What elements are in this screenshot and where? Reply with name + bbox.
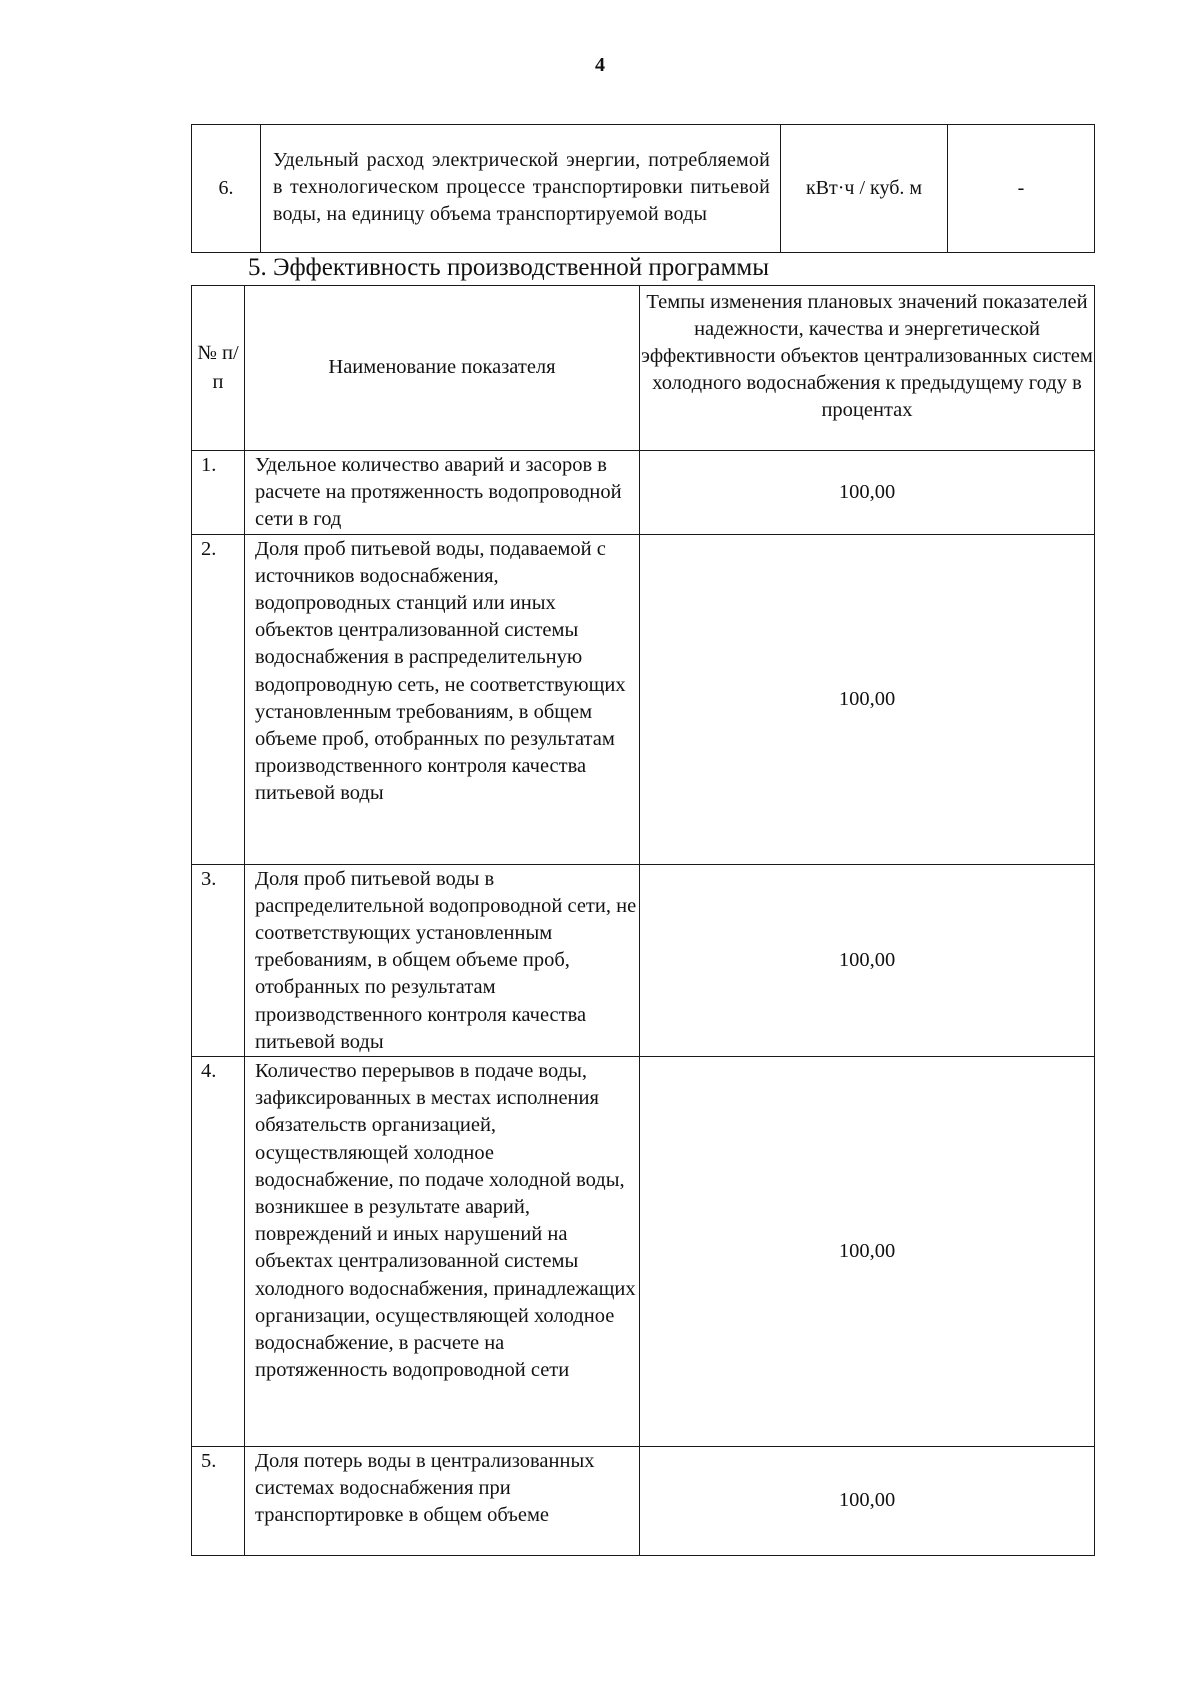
row-number: 5. xyxy=(192,1447,245,1556)
unit-of-measure: кВт·ч / куб. м xyxy=(781,125,948,253)
indicator-value: - xyxy=(948,125,1095,253)
table-row xyxy=(192,864,1095,1056)
indicator-value: 100,00 xyxy=(640,1057,1095,1447)
indicator-value: 100,00 xyxy=(640,864,1095,1056)
indicator-value: 100,00 xyxy=(640,451,1095,535)
row-number: 2. xyxy=(192,534,245,864)
indicator-name: Доля потерь воды в централизованных системах водоснабжения при транспортировке в общем объеме xyxy=(245,1447,640,1556)
indicator-name: Доля проб питьевой воды, подаваемой с источников водоснабжения, водопроводных станций или иных объектов централизованной системы водоснабжения в распределительную водопроводную сеть, не соответствующих установленным требованиям, в общем объеме проб, отобранных по результатам производственного контроля качества питьевой воды xyxy=(245,534,640,864)
indicator-value: 100,00 xyxy=(640,1447,1095,1556)
table-row xyxy=(192,1447,1095,1556)
table-row xyxy=(192,125,1095,253)
table-row xyxy=(192,1057,1095,1447)
efficiency-table xyxy=(191,285,1095,1556)
column-header-rate: Темпы изменения плановых значений показателей надежности, качества и энергетической эффективности объектов централизованных систем холодного водоснабжения к предыдущему году в процентах xyxy=(640,286,1095,451)
previous-indicators-table xyxy=(191,124,1095,253)
table-row xyxy=(192,451,1095,535)
indicator-value: 100,00 xyxy=(640,534,1095,864)
row-number: 6. xyxy=(192,125,261,253)
indicator-name: Удельный расход электрической энергии, потребляемой в технологическом процессе транспортировки питьевой воды, на единицу объема транспортируемой воды xyxy=(261,125,781,253)
indicator-name: Количество перерывов в подаче воды, зафиксированных в местах исполнения обязательств организацией, осуществляющей холодное водоснабжение, по подаче холодной воды, возникшее в результате аварий, повреждений и иных нарушений на объектах централизованной системы холодного водоснабжения, принадлежащих организации, осуществляющей холодное водоснабжение, в расчете на протяженность водопроводной сети xyxy=(245,1057,640,1447)
indicator-name: Доля проб питьевой воды в распределительной водопроводной сети, не соответствующих установленным требованиям, в общем объеме проб, отобранных по результатам производственного контроля качества питьевой воды xyxy=(245,864,640,1056)
row-number: 3. xyxy=(192,864,245,1056)
table-header-row xyxy=(192,286,1095,451)
page-number: 4 xyxy=(595,54,605,76)
table-row xyxy=(192,534,1095,864)
row-number: 1. xyxy=(192,451,245,535)
indicator-name: Удельное количество аварий и засоров в расчете на протяженность водопроводной сети в год xyxy=(245,451,640,535)
section-title: 5. Эффективность производственной программы xyxy=(248,254,770,281)
column-header-number: № п/п xyxy=(192,286,245,451)
row-number: 4. xyxy=(192,1057,245,1447)
column-header-name: Наименование показателя xyxy=(245,286,640,451)
